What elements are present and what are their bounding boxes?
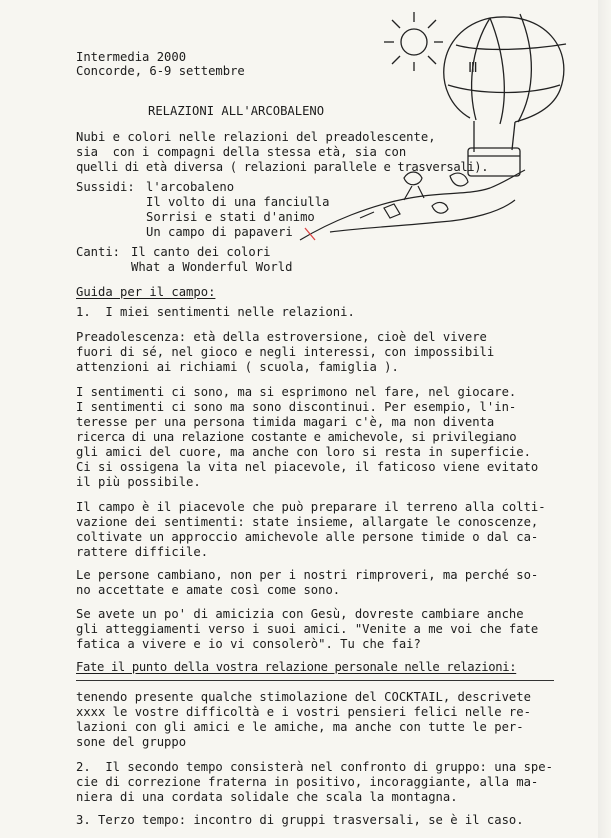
intro-line: quelli di età diversa ( relazioni parallele e trasversali).: [76, 160, 489, 174]
sentimenti-line: gli amici del cuore, ma anche con loro si resta in superficie.: [76, 445, 531, 459]
campo-line: vazione dei sentimenti: state insieme, allargate le conoscenze,: [76, 515, 539, 529]
canti-item: Il canto dei colori: [131, 245, 271, 259]
hot-air-balloon-icon: [444, 14, 566, 176]
header-line-2: Concorde, 6-9 settembre: [76, 64, 245, 78]
figures-on-cloud-icon: [300, 170, 525, 240]
canti-item: What a Wonderful World: [131, 260, 293, 274]
persone-line: Le persone cambiano, non per i nostri rimproveri, ma perché so-: [76, 568, 539, 582]
sentimenti-line: il più possibile.: [76, 475, 201, 489]
header-line-1: Intermedia 2000: [76, 50, 187, 64]
cocktail-line: sone del gruppo: [76, 735, 187, 749]
cocktail-line: lazioni con gli amici e le amiche, ma anche con tutte le per-: [76, 720, 524, 734]
intro-line: sia con i compagni della stessa età, sia con: [76, 145, 407, 159]
sussidi-label: Sussidi:: [76, 180, 135, 194]
sussidi-item: Il volto di una fanciulla: [146, 195, 330, 209]
point-3: 3. Terzo tempo: incontro di gruppi trasversali, se è il caso.: [76, 813, 524, 827]
divider-line: [76, 680, 554, 681]
preadolescenza-line: Preadolescenza: età della estroversione, cioè del vivere: [76, 330, 487, 344]
point-1: 1. I miei sentimenti nelle relazioni.: [76, 305, 355, 319]
sussidi-item: Sorrisi e stati d'animo: [146, 210, 315, 224]
point-2-line: cie di correzione fraterna in positivo, incoraggiante, alla ma-: [76, 775, 539, 789]
sentimenti-line: I sentimenti ci sono, ma si esprimono nel fare, nel giocare.: [76, 385, 517, 399]
persone-line: no accettate e amate così come sono.: [76, 583, 341, 597]
sentimenti-line: Ci si ossigena la vita nel piacevole, il faticoso viene evitato: [76, 460, 539, 474]
punto-heading: Fate il punto della vostra relazione personale nelle relazioni:: [76, 660, 517, 674]
cocktail-line: tenendo presente qualche stimolazione del COCKTAIL, descrivete: [76, 690, 531, 704]
preadolescenza-line: attenzioni ai richiami ( scuola, famiglia ).: [76, 360, 399, 374]
gesu-line: fatica a vivere e io vi consolerò". Tu che fai?: [76, 637, 421, 651]
sussidi-item: l'arcobaleno: [146, 180, 235, 194]
intro-line: Nubi e colori nelle relazioni del preadolescente,: [76, 130, 436, 144]
sussidi-item: Un campo di papaveri: [146, 225, 293, 239]
campo-line: coltivate un approccio amichevole alle persone timide o dal ca-: [76, 530, 539, 544]
gesu-line: Se avete un po' di amicizia con Gesù, dovreste cambiare anche: [76, 607, 524, 621]
sentimenti-line: teresse per una persona timida magari c'è, ma non diventa: [76, 415, 495, 429]
preadolescenza-line: fuori di sé, nel gioco e negli interessi, con impossibili: [76, 345, 495, 359]
cocktail-line: xxxx le vostre difficoltà e i vostri pensieri felici nelle re-: [76, 705, 531, 719]
canti-label: Canti:: [76, 245, 121, 259]
campo-line: Il campo è il piacevole che può preparare il terreno alla colti-: [76, 500, 546, 514]
svg-text:Ⅲ: Ⅲ: [468, 60, 478, 76]
gesu-line: gli atteggiamenti verso i suoi amici. "Venite a me voi che fate: [76, 622, 539, 636]
sun-icon: [384, 12, 443, 71]
point-2-line: niera di una cordata solidale che scala la montagna.: [76, 790, 458, 804]
point-2-line: 2. Il secondo tempo consisterà nel confronto di gruppo: una spe-: [76, 760, 553, 774]
page-edge-shadow: [598, 0, 611, 838]
campo-line: rattere difficile.: [76, 545, 209, 559]
red-mark-icon: [305, 228, 315, 240]
sentimenti-line: I sentimenti ci sono ma sono discontinui. Per esempio, l'in-: [76, 400, 517, 414]
document-title: RELAZIONI ALL'ARCOBALENO: [148, 104, 325, 118]
sentimenti-line: ricerca di una relazione costante e amichevole, si privilegiano: [76, 430, 517, 444]
guida-heading: Guida per il campo:: [76, 285, 216, 299]
